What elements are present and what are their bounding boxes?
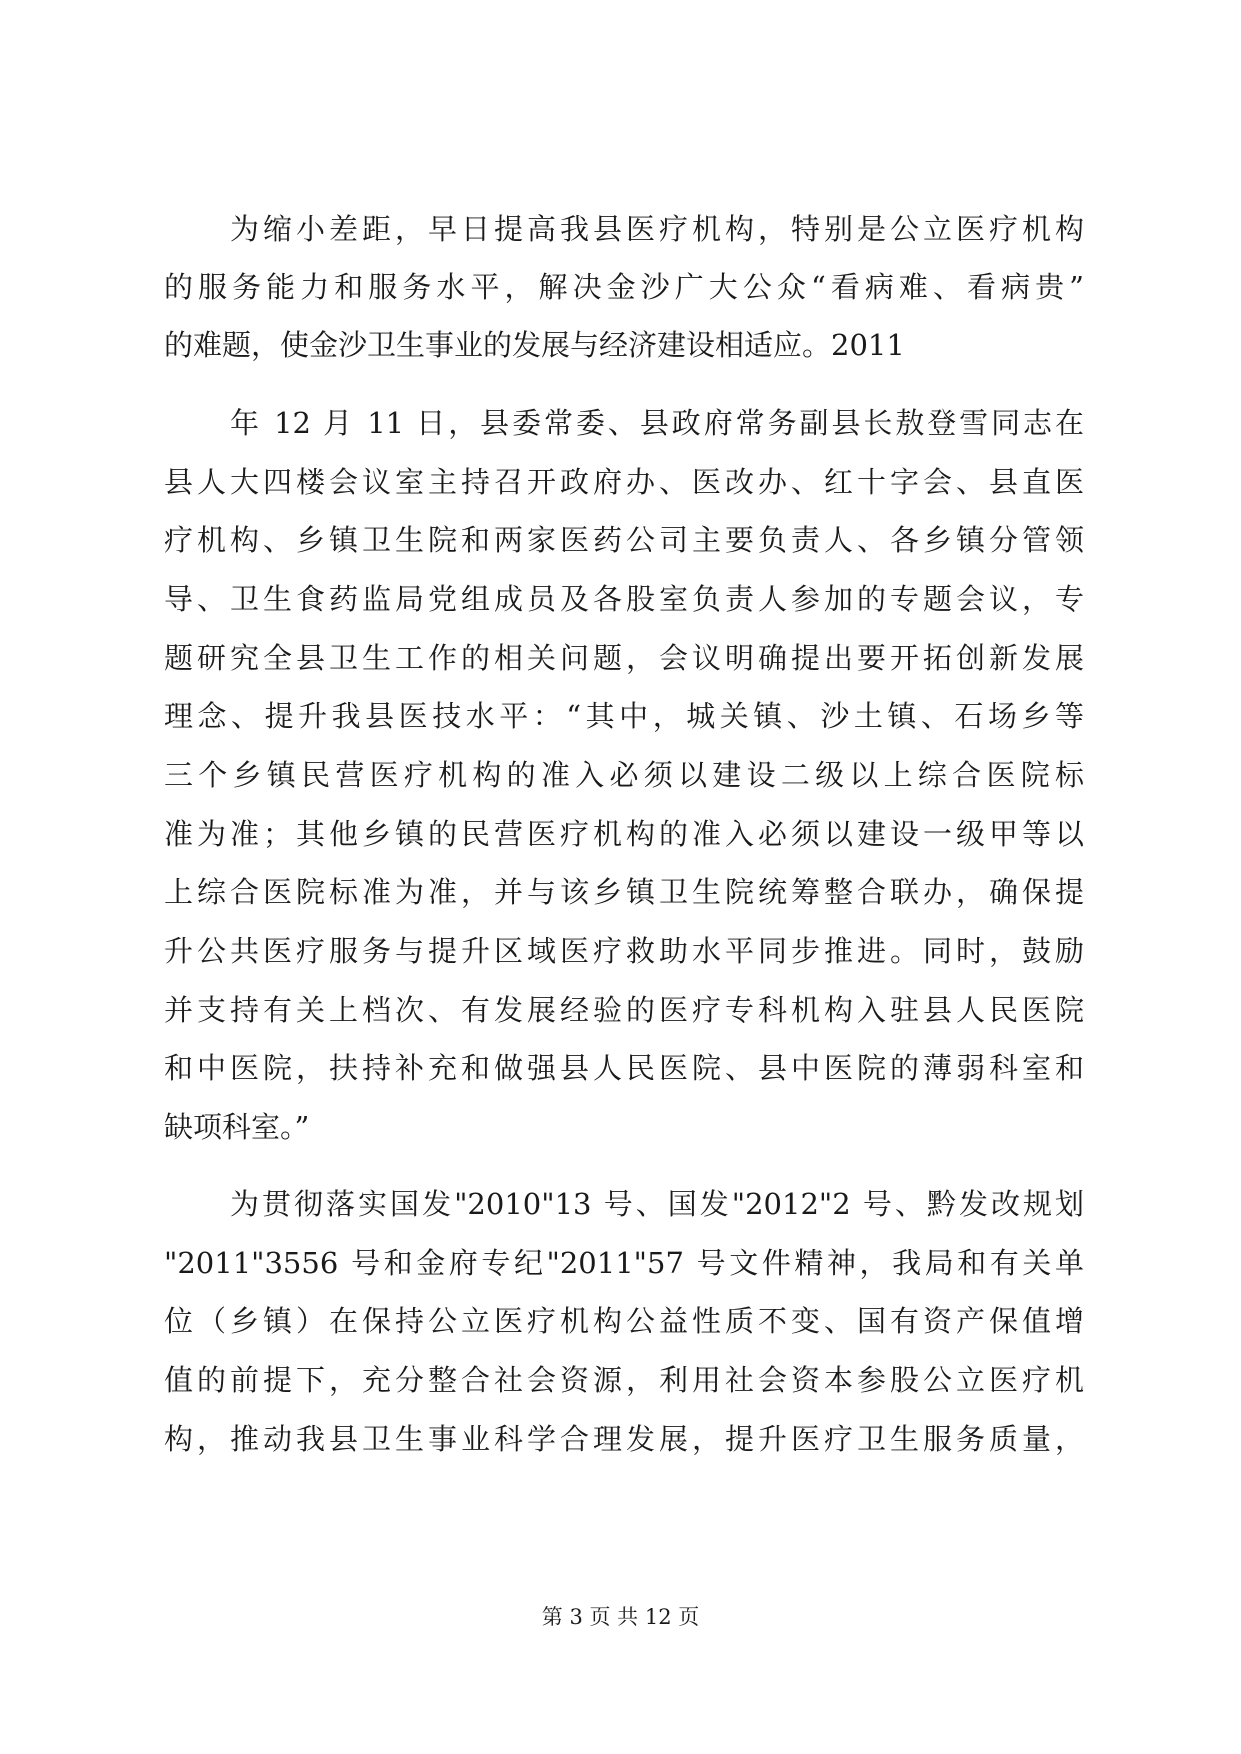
paragraph-2-line-13: 缺项科室。” [164, 1110, 310, 1144]
paragraph-3-line-4: 值的前提下，充分整合社会资源，利用社会资本参股公立医疗机 [164, 1363, 1084, 1397]
paragraph-2-line-11: 并支持有关上档次、有发展经验的医疗专科机构入驻县人民医院 [164, 993, 1084, 1027]
paragraph-2-line-4: 导、卫生食药监局党组成员及各股室负责人参加的专题会议，专 [164, 582, 1084, 616]
paragraph-1-line-1: 为缩小差距，早日提高我县医疗机构，特别是公立医疗机构 [230, 212, 1084, 246]
paragraph-2-line-1: 年 12 月 11 日，县委常委、县政府常务副县长敖登雪同志在 [230, 406, 1084, 440]
paragraph-2-line-8: 准为准；其他乡镇的民营医疗机构的准入必须以建设一级甲等以 [164, 817, 1084, 851]
paragraph-3-line-1: 为贯彻落实国发"2010"13 号、国发"2012"2 号、黔发改规划 [230, 1187, 1084, 1221]
page-number-footer: 第 3 页 共 12 页 [541, 1605, 700, 1629]
paragraph-2-line-2: 县人大四楼会议室主持召开政府办、医改办、红十字会、县直医 [164, 465, 1084, 499]
paragraph-2-line-5: 题研究全县卫生工作的相关问题，会议明确提出要开拓创新发展 [164, 641, 1084, 675]
paragraph-2-line-6: 理念、提升我县医技水平：“其中，城关镇、沙土镇、石场乡等 [164, 699, 1084, 733]
paragraph-1-line-2: 的服务能力和服务水平，解决金沙广大公众“看病难、看病贵” [164, 270, 1084, 304]
paragraph-2-line-10: 升公共医疗服务与提升区域医疗救助水平同步推进。同时，鼓励 [164, 934, 1084, 968]
paragraph-3-line-2: "2011"3556 号和金府专纪"2011"57 号文件精神，我局和有关单 [164, 1246, 1084, 1280]
paragraph-2-line-12: 和中医院，扶持补充和做强县人民医院、县中医院的薄弱科室和 [164, 1051, 1084, 1085]
paragraph-1-line-3: 的难题，使金沙卫生事业的发展与经济建设相适应。2011 [164, 328, 905, 362]
paragraph-3-line-3: 位（乡镇）在保持公立医疗机构公益性质不变、国有资产保值增 [164, 1304, 1084, 1338]
paragraph-2-line-9: 上综合医院标准为准，并与该乡镇卫生院统筹整合联办，确保提 [164, 875, 1084, 909]
paragraph-3-line-5: 构，推动我县卫生事业科学合理发展，提升医疗卫生服务质量， [164, 1422, 1084, 1456]
paragraph-2-line-3: 疗机构、乡镇卫生院和两家医药公司主要负责人、各乡镇分管领 [164, 523, 1084, 557]
paragraph-2-line-7: 三个乡镇民营医疗机构的准入必须以建设二级以上综合医院标 [164, 758, 1084, 792]
